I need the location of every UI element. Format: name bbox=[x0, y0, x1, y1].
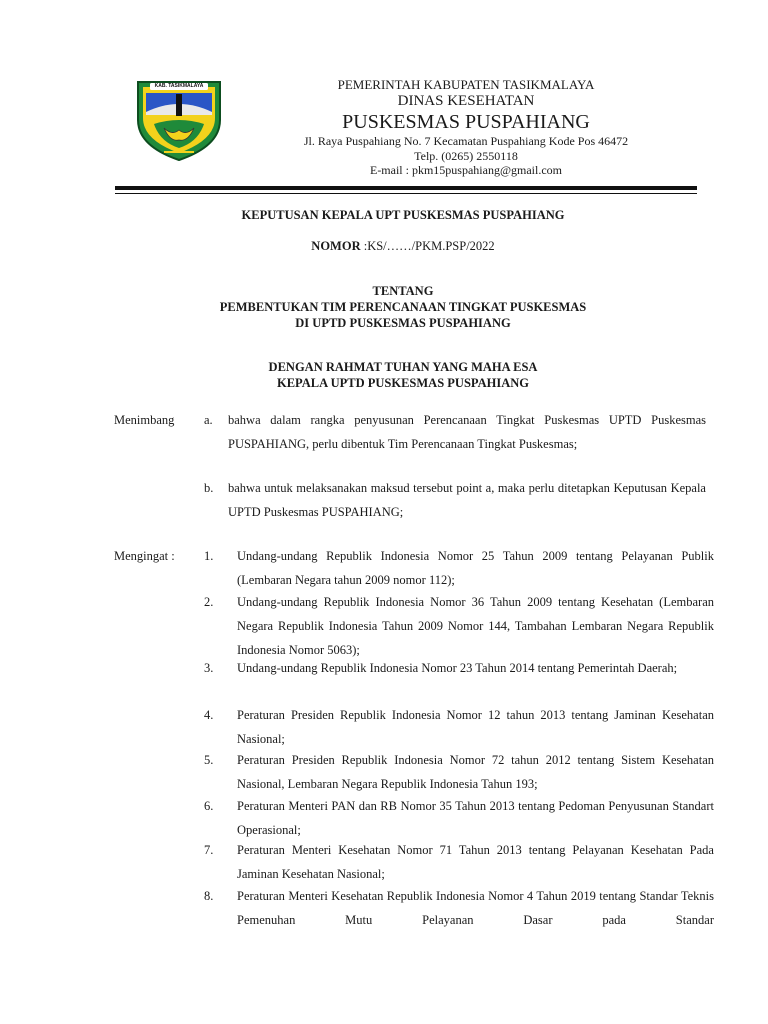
letterhead-divider-thick bbox=[115, 186, 697, 190]
mengingat-item-5: Peraturan Presiden Republik Indonesia Nomor 72 tahun 2012 tentang Sistem Kesehatan Nasional, Lembaran Negara Republik Indonesia Tahun 193; bbox=[237, 753, 714, 791]
mengingat-marker-5: 5. bbox=[204, 753, 214, 767]
mengingat-item-8: Peraturan Menteri Kesehatan Republik Indonesia Nomor 4 Tahun 2019 tentang Standar Teknis Pemenuhan Mutu Pelayanan Dasar pada Standar bbox=[237, 889, 714, 927]
letterhead-address: Jl. Raya Puspahiang No. 7 Kecamatan Puspahiang Kode Pos 46472 bbox=[303, 134, 629, 148]
menimbang-item-a: bahwa dalam rangka penyusunan Perencanaan Tingkat Puskesmas UPTD Puskesmas PUSPAHIANG, perlu dibentuk Tim Perencanaan Tingkat Puskesmas; bbox=[228, 413, 706, 451]
mengingat-item-3: Undang-undang Republik Indonesia Nomor 23 Tahun 2014 tentang Pemerintah Daerah; bbox=[237, 661, 678, 675]
letterhead-agency: DINAS KESEHATAN bbox=[397, 93, 535, 109]
blessing-line2: KEPALA UPTD PUSKESMAS PUSPAHIANG bbox=[277, 376, 529, 390]
menimbang-marker-b: b. bbox=[204, 481, 214, 495]
mengingat-marker-4: 4. bbox=[204, 708, 214, 722]
letterhead-email: E-mail : pkm15puspahiang@gmail.com bbox=[369, 163, 563, 177]
menimbang-label: Menimbang bbox=[114, 413, 175, 427]
decree-number-label: NOMOR bbox=[311, 239, 361, 253]
mengingat-marker-8: 8. bbox=[204, 889, 214, 903]
mengingat-item-6: Peraturan Menteri PAN dan RB Nomor 35 Tahun 2013 tentang Pedoman Penyusunan Standart Operasional; bbox=[237, 799, 714, 837]
mengingat-item-2: Undang-undang Republik Indonesia Nomor 36 Tahun 2009 tentang Kesehatan (Lembaran Negara Republik Indonesia Tahun 2009 Nomor 144, Tambahan Lembaran Negara Republik Indonesia Nomor 5063); bbox=[237, 595, 714, 657]
decree-subject-line2: DI UPTD PUSKESMAS PUSPAHIANG bbox=[295, 316, 511, 330]
mengingat-label: Mengingat : bbox=[114, 549, 175, 563]
mengingat-marker-3: 3. bbox=[204, 661, 214, 675]
letterhead-government: PEMERINTAH KABUPATEN TASIKMALAYA bbox=[337, 77, 595, 92]
mengingat-item-7: Peraturan Menteri Kesehatan Nomor 71 Tahun 2013 tentang Pelayanan Kesehatan Pada Jaminan Kesehatan Nasional; bbox=[237, 843, 714, 881]
mengingat-marker-2: 2. bbox=[204, 595, 214, 609]
menimbang-item-b: bahwa untuk melaksanakan maksud tersebut point a, maka perlu ditetapkan Keputusan Kepala UPTD Puskesmas PUSPAHIANG; bbox=[228, 481, 706, 519]
decree-number-value: :KS/……/PKM.PSP/2022 bbox=[363, 239, 495, 253]
mengingat-marker-6: 6. bbox=[204, 799, 214, 813]
mengingat-item-4: Peraturan Presiden Republik Indonesia Nomor 12 tahun 2013 tentang Jaminan Kesehatan Nasional; bbox=[237, 708, 714, 746]
decree-number bbox=[116, 238, 690, 254]
decree-tentang: TENTANG bbox=[372, 284, 434, 298]
mengingat-marker-1: 1. bbox=[204, 549, 214, 563]
decree-heading: KEPUTUSAN KEPALA UPT PUSKESMAS PUSPAHIANG bbox=[241, 208, 565, 222]
mengingat-item-1: Undang-undang Republik Indonesia Nomor 25 Tahun 2009 tentang Pelayanan Publik (Lembaran Negara tahun 2009 nomor 112); bbox=[237, 549, 714, 587]
menimbang-marker-a: a. bbox=[204, 413, 213, 427]
letterhead-phone: Telp. (0265) 2550118 bbox=[414, 149, 518, 163]
letterhead-institution: PUSKESMAS PUSPAHIANG bbox=[342, 111, 590, 133]
blessing-line1: DENGAN RAHMAT TUHAN YANG MAHA ESA bbox=[268, 360, 538, 374]
mengingat-marker-7: 7. bbox=[204, 843, 214, 857]
letterhead-divider-thin bbox=[115, 193, 697, 194]
decree-subject-line1: PEMBENTUKAN TIM PERENCANAAN TINGKAT PUSKESMAS bbox=[219, 300, 587, 314]
regency-logo bbox=[134, 76, 224, 162]
logo-caption: KAB. TASIKMALAYA bbox=[154, 83, 204, 89]
